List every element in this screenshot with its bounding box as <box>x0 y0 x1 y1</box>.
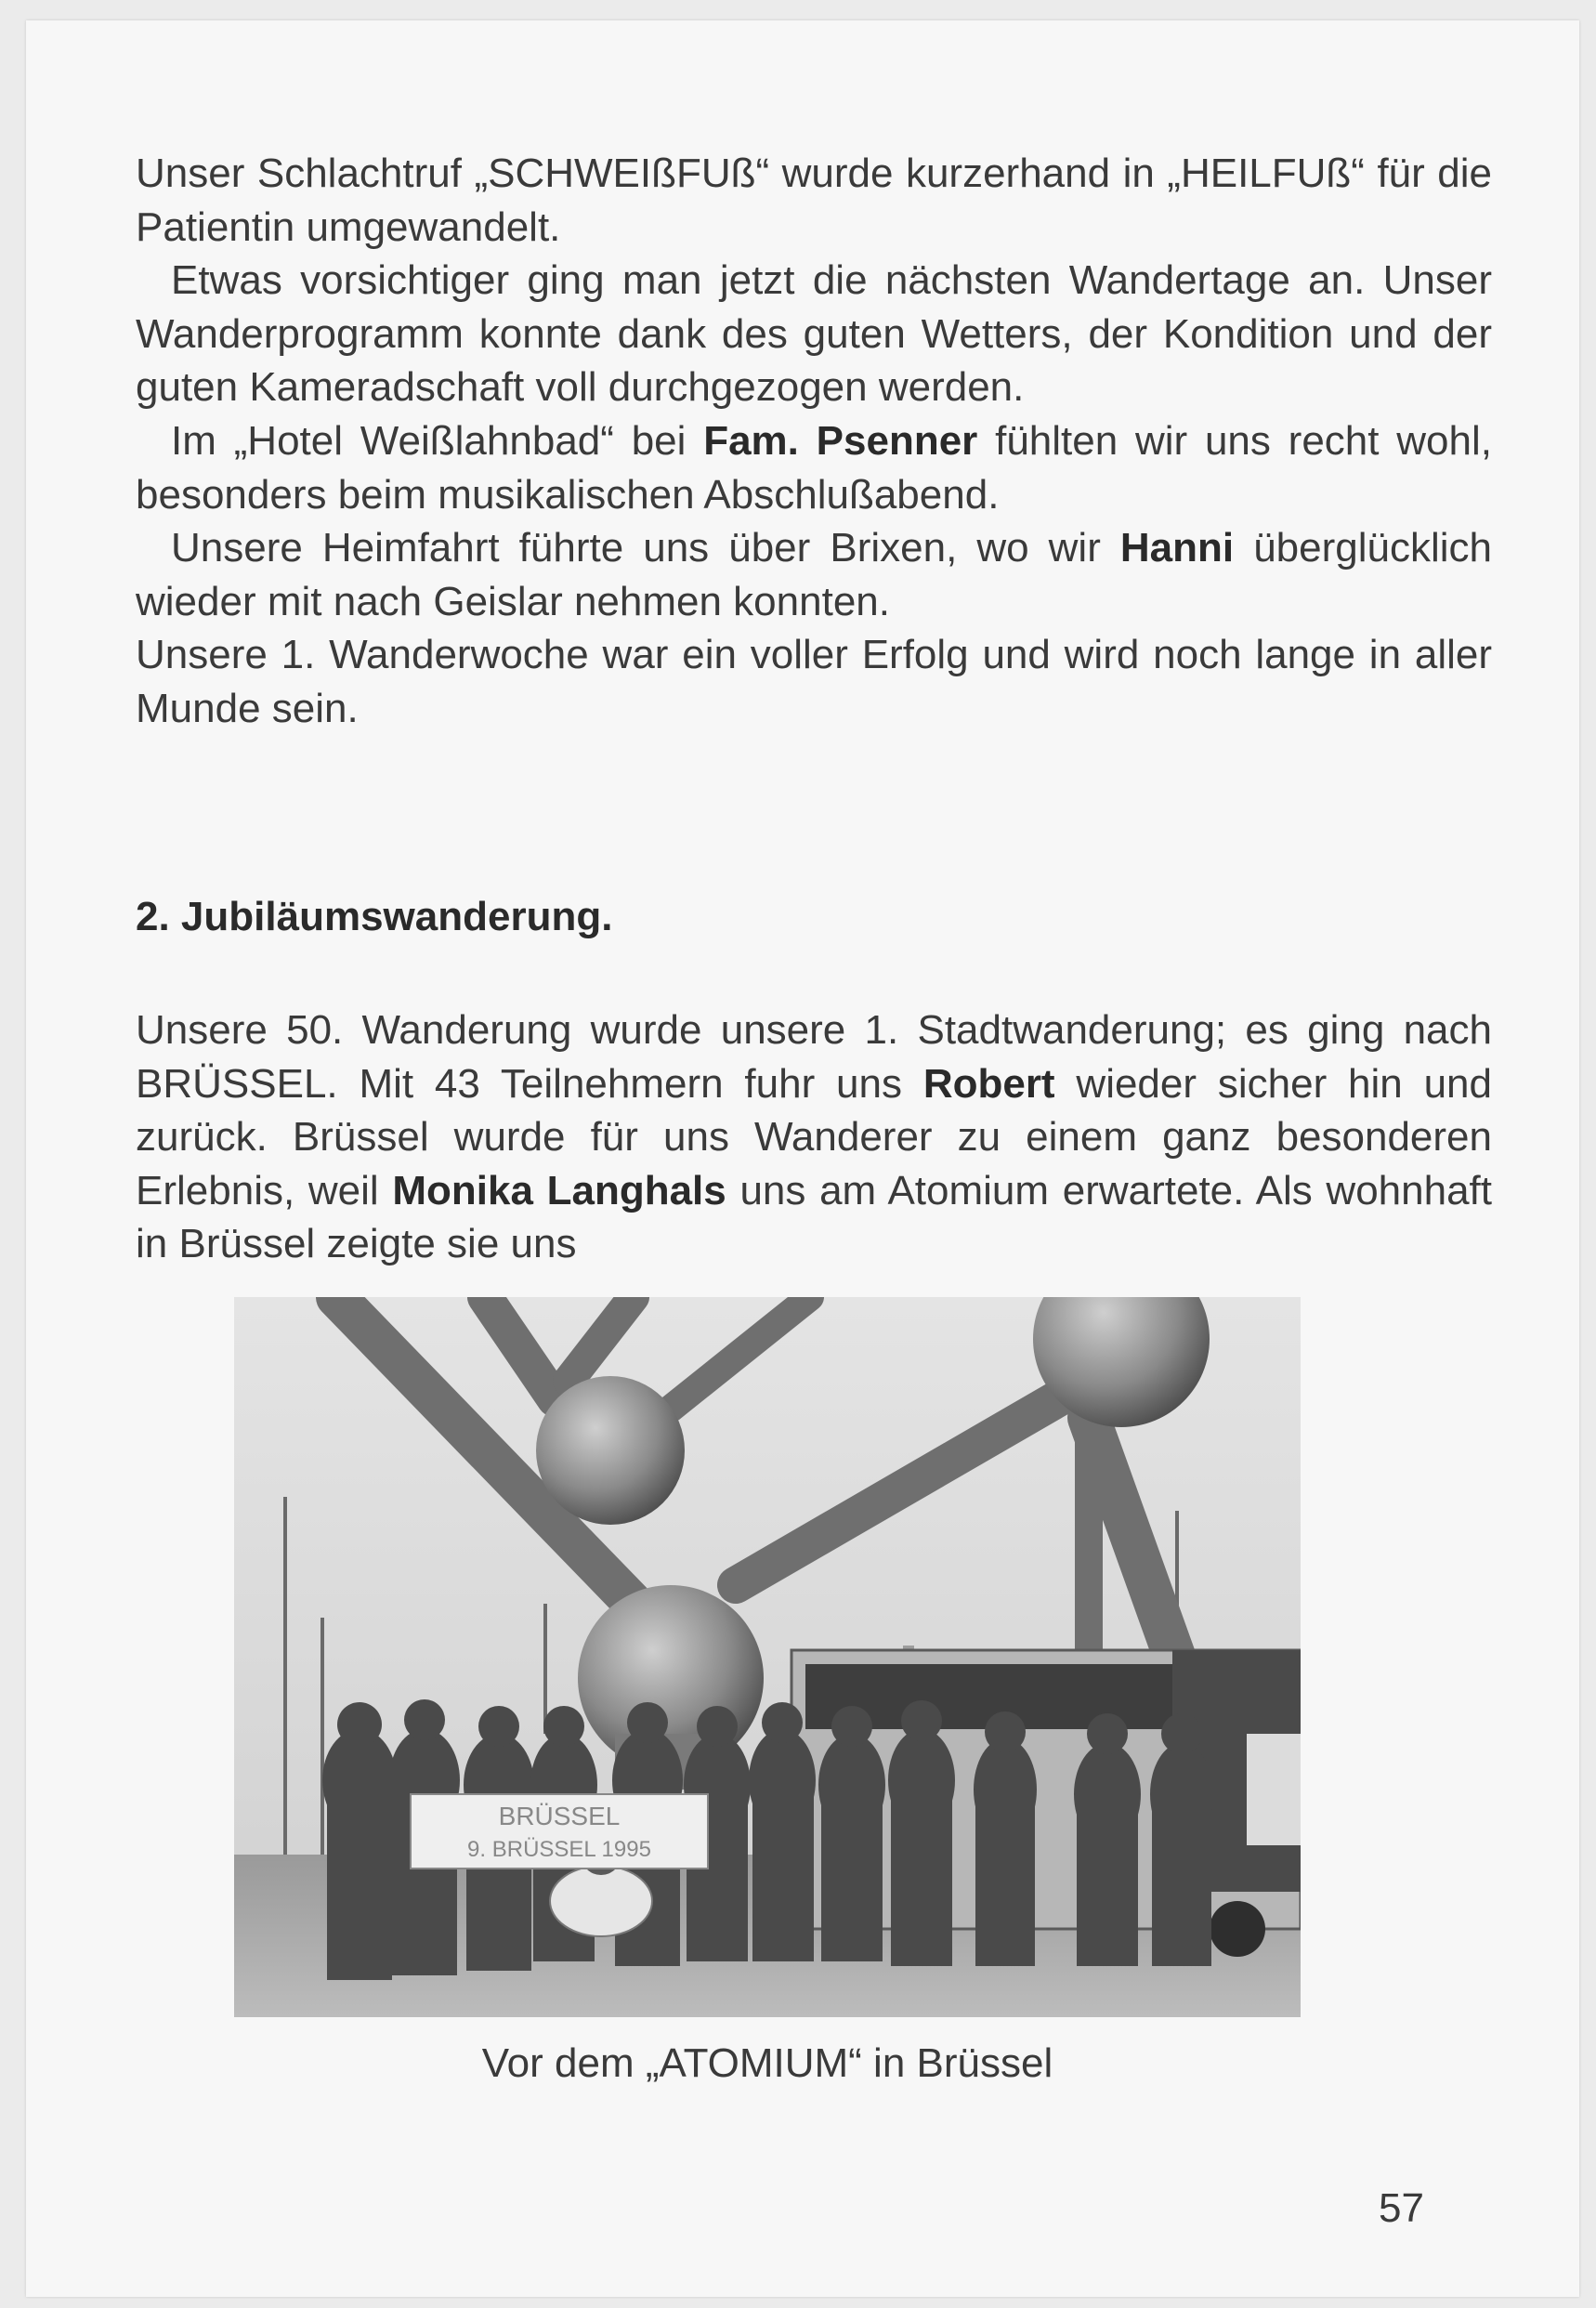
text-run: Etwas vorsichtiger ging man jetzt die nächsten Wandertage an. Unser Wanderprogramm konnte dank des guten Wetters, der Kondition und der guten Kameradschaft voll durchgezogen werden. <box>136 257 1492 411</box>
paragraph <box>136 254 1492 414</box>
bold-name: Hanni <box>1119 525 1235 571</box>
text-run: Unsere 50. Wanderung wurde unsere 1. Stadtwanderung; es ging nach BRÜSSEL. Mit 43 Teilnehmern fuhr uns <box>136 1007 1492 1107</box>
text-run: Unsere Heimfahrt führte uns über Brixen, wo wir <box>171 525 1120 571</box>
paragraph <box>136 521 1492 628</box>
text-run: wieder sicher hin und zurück. Brüssel wurde für uns Wanderer zu einem ganz besonderen Erlebnis, weil <box>136 1060 1492 1213</box>
paragraph <box>136 628 1492 735</box>
text-run: überglücklich wieder mit nach Geislar nehmen konnten. <box>136 525 1492 624</box>
text-block-part2 <box>136 1003 1492 1271</box>
text-run: Unsere 1. Wanderwoche war ein voller Erfolg und wird noch lange in aller Munde sein. <box>136 632 1492 731</box>
document-page <box>26 20 1579 2297</box>
photo-caption: Vor dem „ATOMIUM“ in Brüssel <box>481 2040 1053 2086</box>
section-heading: 2. Jubiläumswanderung. <box>136 894 613 939</box>
text-run: fühlten wir uns recht wohl, besonders beim musikalischen Abschlußabend. <box>136 417 1492 518</box>
page-number: 57 <box>1379 2185 1424 2231</box>
paragraph <box>136 414 1492 521</box>
text-run: uns am Atomium erwartete. Als wohnhaft in Brüssel zeigte sie uns <box>136 1167 1492 1267</box>
text-run: Unser Schlachtruf „SCHWEIßFUß“ wurde kurzerhand in „HEILFUß“ für die Patientin umgewandelt. <box>136 151 1492 250</box>
text-block-part1 <box>136 147 1492 736</box>
bold-name: Robert <box>922 1060 1055 1107</box>
paragraph <box>136 147 1492 254</box>
paragraph <box>136 1003 1492 1271</box>
atomium-group-photo <box>234 1297 1301 2017</box>
text-run: Im „Hotel Weißlahnbad“ bei <box>171 417 704 464</box>
sign-text-line1: BRÜSSEL <box>498 1802 621 1830</box>
photo-image <box>234 1297 1301 2017</box>
bold-name: Fam. Psenner <box>703 417 978 464</box>
bold-name: Monika Langhals <box>392 1167 726 1213</box>
sign-text-line2: 9. BRÜSSEL 1995 <box>467 1837 651 1862</box>
